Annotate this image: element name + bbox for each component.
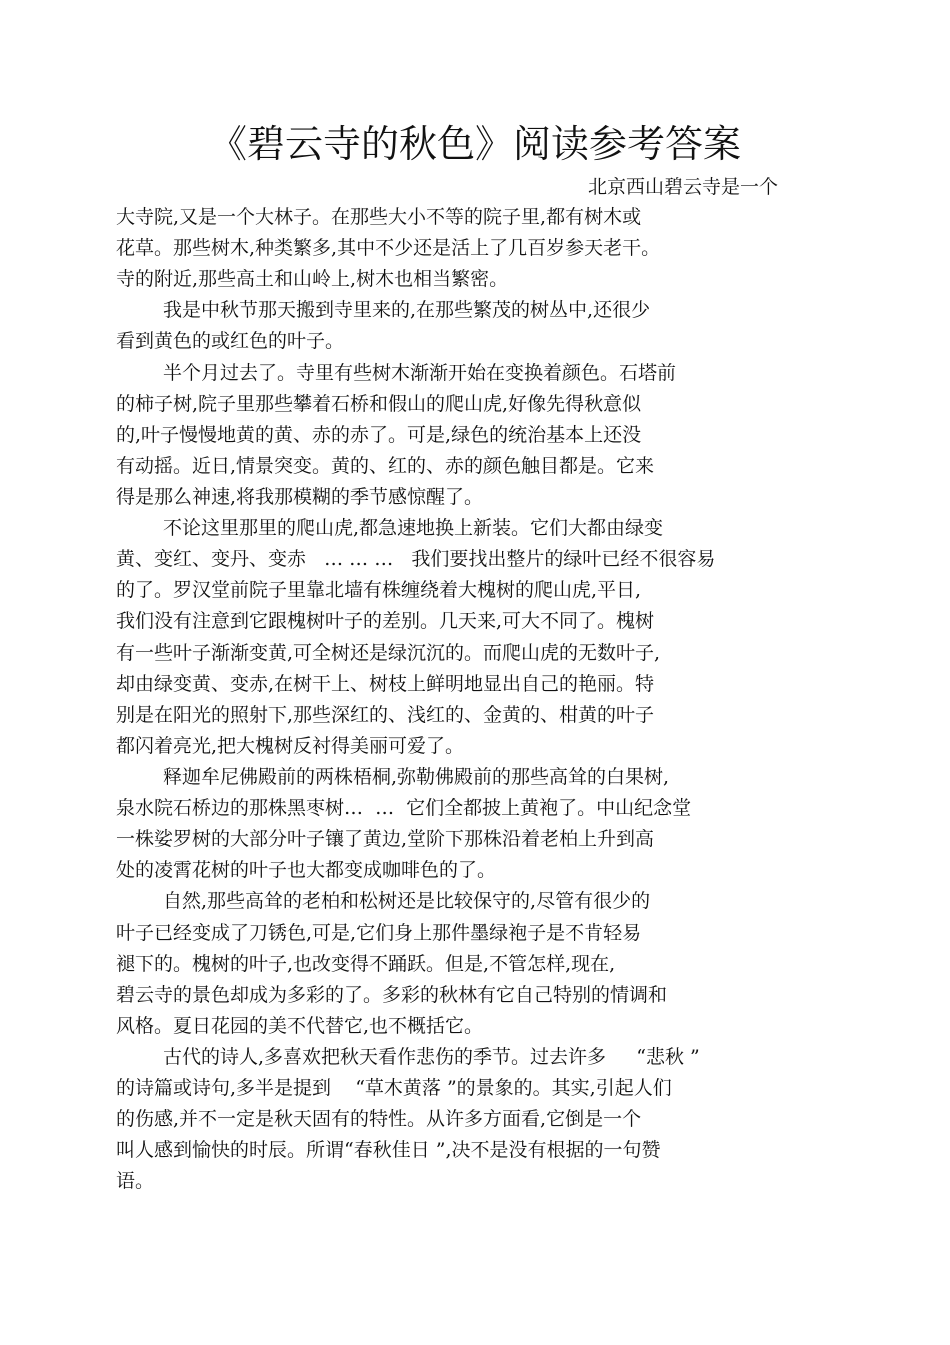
document-title: 《碧云寺的秋色》阅读参考答案 bbox=[208, 122, 741, 166]
text-line-23: 处的凌霄花树的叶子也大都变成咖啡色的了。 bbox=[116, 859, 497, 881]
text-line-18: 别是在阳光的照射下,那些深红的、浅红的、金黄的、柑黄的叶子 bbox=[116, 704, 655, 726]
text-line-20: 释迦牟尼佛殿前的两株梧桐,弥勒佛殿前的那些高耸的白果树, bbox=[163, 766, 670, 788]
text-line-24: 自然,那些高耸的老柏和松树还是比较保守的,尽管有很少的 bbox=[163, 890, 651, 912]
text-line-8: 的柿子树,院子里那些攀着石桥和假山的爬山虎,好像先得秋意似 bbox=[116, 393, 642, 415]
text-line-29: 古代的诗人,多喜欢把秋天看作悲伤的季节。过去许多 “悲秋 ” bbox=[163, 1046, 700, 1068]
text-line-21: 泉水院石桥边的那株黑枣树… … 它们全都披上黄袍了。中山纪念堂 bbox=[116, 797, 692, 819]
text-line-4: 寺的附近,那些高土和山岭上,树木也相当繁密。 bbox=[116, 268, 509, 290]
text-line-3: 花草。那些树木,种类繁多,其中不少还是活上了几百岁参天老干。 bbox=[116, 237, 661, 259]
text-line-17: 却由绿变黄、变赤,在树干上、树枝上鲜明地显出自己的艳丽。特 bbox=[116, 673, 655, 695]
text-line-10: 有动摇。近日,情景突变。黄的、红的、赤的颜色触目都是。它来 bbox=[116, 455, 655, 477]
text-line-2: 大寺院,又是一个大林子。在那些大小不等的院子里,都有树木或 bbox=[116, 206, 642, 228]
text-line-14: 的了。罗汉堂前院子里靠北墙有株缠绕着大槐树的爬山虎,平日, bbox=[116, 579, 642, 601]
text-line-11: 得是那么神速,将我那模糊的季节感惊醒了。 bbox=[116, 486, 484, 508]
text-line-15: 我们没有注意到它跟槐树叶子的差别。几天来,可大不同了。槐树 bbox=[116, 610, 655, 632]
text-line-22: 一株娑罗树的大部分叶子镶了黄边,堂阶下那株沿着老柏上升到高 bbox=[116, 828, 655, 850]
text-line-7: 半个月过去了。寺里有些树木渐渐开始在变换着颜色。石塔前 bbox=[163, 362, 677, 384]
text-line-16: 有一些叶子渐渐变黄,可全树还是绿沉沉的。而爬山虎的无数叶子, bbox=[116, 642, 661, 664]
text-line-19: 都闪着亮光,把大槐树反衬得美丽可爱了。 bbox=[116, 735, 465, 757]
text-line-9: 的,叶子慢慢地黄的黄、赤的赤了。可是,绿色的统治基本上还没 bbox=[116, 424, 642, 446]
text-line-33: 语。 bbox=[116, 1170, 155, 1192]
text-line-32: 叫人感到愉快的时辰。所谓“春秋佳日 ”,决不是没有根据的一句赞 bbox=[116, 1139, 661, 1161]
text-line-26: 褪下的。槐树的叶子,也改变得不踊跃。但是,不管怎样,现在, bbox=[116, 953, 616, 975]
text-line-30: 的诗篇或诗句,多半是提到 “草木黄落 ”的景象的。其实,引起人们 bbox=[116, 1077, 672, 1099]
text-line-1: 北京西山碧云寺是一个 bbox=[588, 176, 779, 198]
text-line-27: 碧云寺的景色却成为多彩的了。多彩的秋林有它自己特别的情调和 bbox=[116, 984, 668, 1006]
text-line-31: 的伤感,并不一定是秋天固有的特性。从许多方面看,它倒是一个 bbox=[116, 1108, 642, 1130]
text-line-12: 不论这里那里的爬山虎,都急速地换上新装。它们大都由绿变 bbox=[163, 517, 664, 539]
text-line-6: 看到黄色的或红色的叶子。 bbox=[116, 330, 345, 352]
text-line-13: 黄、变红、变丹、变赤 … … … 我们要找出整片的绿叶已经不很容易 bbox=[116, 548, 716, 570]
text-line-5: 我是中秋节那天搬到寺里来的,在那些繁茂的树丛中,还很少 bbox=[163, 299, 651, 321]
text-line-25: 叶子已经变成了刀锈色,可是,它们身上那件墨绿袍子是不肯轻易 bbox=[116, 922, 642, 944]
text-line-28: 风格。夏日花园的美不代替它,也不概括它。 bbox=[116, 1015, 484, 1037]
